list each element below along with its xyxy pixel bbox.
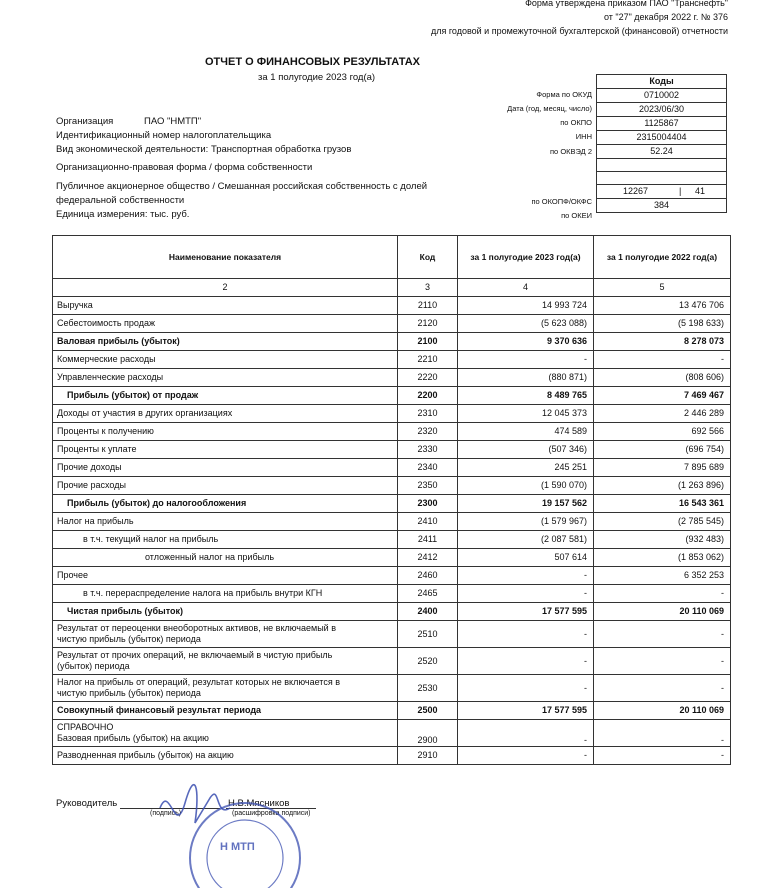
okved-value: 52.24 <box>597 145 726 159</box>
row-name: Доходы от участия в других организациях <box>53 405 398 423</box>
okopf-okfs-value <box>597 185 726 199</box>
name-caption: (расшифровка подписи) <box>232 810 311 817</box>
codes-blank-2 <box>597 172 726 185</box>
table-row <box>53 495 731 513</box>
row-value-2023: (5 623 088) <box>458 315 594 333</box>
head-label: Руководитель <box>56 798 118 809</box>
table-row <box>53 513 731 531</box>
table-row <box>53 720 731 747</box>
taxpayer-id-label: Идентификационный номер налогоплательщика <box>56 130 272 141</box>
row-value-2022: 20 110 069 <box>594 702 731 720</box>
row-value-2022: - <box>594 675 731 702</box>
row-value-2023: - <box>458 621 594 648</box>
row-value-2022: 2 446 289 <box>594 405 731 423</box>
header-period-2023: за 1 полугодие 2023 год(а) <box>458 236 594 279</box>
row-code: 2410 <box>398 513 458 531</box>
head-name: Н.В.Мясников <box>228 798 290 809</box>
row-name-line-2: чистую прибыль (убыток) периода <box>57 688 201 698</box>
row-value-2023: 474 589 <box>458 423 594 441</box>
report-title: ОТЧЕТ О ФИНАНСОВЫХ РЕЗУЛЬТАТАХ <box>205 56 420 68</box>
header-code: Код <box>398 236 458 279</box>
row-value-2023: - <box>458 720 594 747</box>
row-value-2023: 245 251 <box>458 459 594 477</box>
report-period: за 1 полугодие 2023 год(а) <box>258 72 376 83</box>
table-row <box>53 369 731 387</box>
table-row <box>53 315 731 333</box>
row-code: 2340 <box>398 459 458 477</box>
row-value-2022: 6 352 253 <box>594 567 731 585</box>
row-code: 2411 <box>398 531 458 549</box>
row-name-line-1: Налог на прибыль от операций, результат которых не включается в <box>57 677 340 687</box>
row-code: 2465 <box>398 585 458 603</box>
table-row <box>53 387 731 405</box>
row-code: 2100 <box>398 333 458 351</box>
form-approval-note: Форма утверждена приказом ПАО "Транснефть" <box>525 0 728 8</box>
table-row <box>53 531 731 549</box>
row-code: 2200 <box>398 387 458 405</box>
activity-type: Вид экономической деятельности: Транспортная обработка грузов <box>56 144 352 155</box>
row-name: Выручка <box>53 297 398 315</box>
row-code: 2300 <box>398 495 458 513</box>
table-row <box>53 351 731 369</box>
row-value-2022: 13 476 706 <box>594 297 731 315</box>
row-name: Разводненная прибыль (убыток) на акцию <box>53 747 398 765</box>
row-code: 2520 <box>398 648 458 675</box>
row-value-2022: - <box>594 648 731 675</box>
row-value-2023: - <box>458 675 594 702</box>
table-header-row <box>53 236 731 279</box>
row-value-2022: 8 278 073 <box>594 333 731 351</box>
row-name: Валовая прибыль (убыток) <box>53 333 398 351</box>
row-value-2023: 14 993 724 <box>458 297 594 315</box>
org-label: Организация <box>56 116 114 127</box>
row-value-2023: - <box>458 567 594 585</box>
row-name: Прибыль (убыток) до налогообложения <box>53 495 398 513</box>
financial-results-table <box>52 235 731 765</box>
row-value-2023: 19 157 562 <box>458 495 594 513</box>
col-number: 5 <box>594 279 731 297</box>
row-code: 2500 <box>398 702 458 720</box>
row-code: 2900 <box>398 720 458 747</box>
row-value-2022: 7 895 689 <box>594 459 731 477</box>
row-name <box>53 720 398 747</box>
row-value-2022: (2 785 545) <box>594 513 731 531</box>
inn-value: 2315004404 <box>597 131 726 145</box>
row-value-2023: - <box>458 648 594 675</box>
row-value-2023: 17 577 595 <box>458 702 594 720</box>
signature-caption: (подпись) <box>150 810 182 817</box>
row-value-2023: (880 871) <box>458 369 594 387</box>
row-name-line-2: (убыток) периода <box>57 661 130 671</box>
date-label: Дата (год, месяц, число) <box>507 104 592 113</box>
row-value-2023: 12 045 373 <box>458 405 594 423</box>
okei-label: по ОКЕИ <box>561 211 592 220</box>
row-name: Управленческие расходы <box>53 369 398 387</box>
col-number: 3 <box>398 279 458 297</box>
okpo-label: по ОКПО <box>560 118 592 127</box>
row-name: Прибыль (убыток) от продаж <box>53 387 398 405</box>
table-row <box>53 333 731 351</box>
row-value-2023: 17 577 595 <box>458 603 594 621</box>
row-value-2023: (507 346) <box>458 441 594 459</box>
row-code: 2910 <box>398 747 458 765</box>
row-value-2022: 692 566 <box>594 423 731 441</box>
row-code: 2530 <box>398 675 458 702</box>
table-row <box>53 747 731 765</box>
unit-of-measure: Единица измерения: тыс. руб. <box>56 209 190 220</box>
row-code: 2120 <box>398 315 458 333</box>
row-code: 2310 <box>398 405 458 423</box>
row-name: Чистая прибыль (убыток) <box>53 603 398 621</box>
okved-label: по ОКВЭД 2 <box>550 147 592 156</box>
legal-form-label: Организационно-правовая форма / форма собственности <box>56 162 313 173</box>
column-number-row <box>53 279 731 297</box>
date-value: 2023/06/30 <box>597 103 726 117</box>
table-row <box>53 603 731 621</box>
table-row <box>53 459 731 477</box>
row-name <box>53 675 398 702</box>
row-code: 2400 <box>398 603 458 621</box>
inn-label: ИНН <box>575 132 592 141</box>
form-approval-date: от "27" декабря 2022 г. № 376 <box>603 12 728 22</box>
table-row <box>53 702 731 720</box>
okopf-label: по ОКОПФ/ОКФС <box>531 197 592 206</box>
table-row <box>53 423 731 441</box>
codes-heading: Коды <box>597 75 726 89</box>
row-value-2022: (1 853 062) <box>594 549 731 567</box>
row-code: 2412 <box>398 549 458 567</box>
row-value-2023: (1 590 070) <box>458 477 594 495</box>
row-value-2023: - <box>458 585 594 603</box>
header-indicator: Наименование показателя <box>53 236 398 279</box>
okopf-separator: | <box>679 186 682 196</box>
table-row <box>53 585 731 603</box>
row-value-2022: (808 606) <box>594 369 731 387</box>
codes-box <box>596 74 727 213</box>
row-value-2022: - <box>594 747 731 765</box>
row-name: Проценты к получению <box>53 423 398 441</box>
row-value-2022: 20 110 069 <box>594 603 731 621</box>
table-row <box>53 648 731 675</box>
okfs-value: 41 <box>695 186 706 196</box>
row-value-2023: - <box>458 747 594 765</box>
svg-text:Н МТП: Н МТП <box>220 841 255 853</box>
row-value-2023: - <box>458 351 594 369</box>
table-row <box>53 567 731 585</box>
row-name <box>53 621 398 648</box>
table-row <box>53 297 731 315</box>
row-code: 2110 <box>398 297 458 315</box>
row-code: 2220 <box>398 369 458 387</box>
row-value-2023: 507 614 <box>458 549 594 567</box>
company-stamp <box>150 778 310 888</box>
row-code: 2350 <box>398 477 458 495</box>
row-value-2023: 8 489 765 <box>458 387 594 405</box>
row-value-2022: (5 198 633) <box>594 315 731 333</box>
form-approval-scope: для годовой и промежуточной бухгалтерской (финансовой) отчетности <box>430 26 728 36</box>
row-name-line-1: СПРАВОЧНО <box>57 722 114 732</box>
okpo-value: 1125867 <box>597 117 726 131</box>
row-value-2022: (1 263 896) <box>594 477 731 495</box>
header-period-2022: за 1 полугодие 2022 год(а) <box>594 236 731 279</box>
table-row <box>53 477 731 495</box>
okud-value: 0710002 <box>597 89 726 103</box>
row-code: 2320 <box>398 423 458 441</box>
row-name-line-2: Базовая прибыль (убыток) на акцию <box>57 733 209 743</box>
row-name: Налог на прибыль <box>53 513 398 531</box>
col-number: 4 <box>458 279 594 297</box>
row-name: Себестоимость продаж <box>53 315 398 333</box>
table-row <box>53 621 731 648</box>
row-value-2022: - <box>594 351 731 369</box>
row-value-2022: 7 469 467 <box>594 387 731 405</box>
row-name: Совокупный финансовый результат периода <box>53 702 398 720</box>
row-value-2022: (696 754) <box>594 441 731 459</box>
row-name-line-1: Результат от переоценки внеоборотных активов, не включаемый в <box>57 623 336 633</box>
okopf-value: 12267 <box>623 186 649 196</box>
row-name: Прочее <box>53 567 398 585</box>
row-name: в т.ч. перераспределение налога на прибыль внутри КГН <box>53 585 398 603</box>
row-code: 2460 <box>398 567 458 585</box>
row-value-2023: (1 579 967) <box>458 513 594 531</box>
row-code: 2330 <box>398 441 458 459</box>
org-name: ПАО "НМТП" <box>144 116 202 127</box>
legal-form-value-1: Публичное акционерное общество / Смешанная российская собственность с долей <box>56 181 428 192</box>
col-number: 2 <box>53 279 398 297</box>
row-name: Проценты к уплате <box>53 441 398 459</box>
row-value-2022: - <box>594 585 731 603</box>
row-name-line-1: Результат от прочих операций, не включаемый в чистую прибыль <box>57 650 333 660</box>
table-row <box>53 441 731 459</box>
row-code: 2510 <box>398 621 458 648</box>
table-row <box>53 675 731 702</box>
okei-value: 384 <box>653 200 670 210</box>
row-name: отложенный налог на прибыль <box>53 549 398 567</box>
row-name: Прочие расходы <box>53 477 398 495</box>
row-name-line-2: чистую прибыль (убыток) периода <box>57 634 201 644</box>
row-name: в т.ч. текущий налог на прибыль <box>53 531 398 549</box>
row-value-2022: (932 483) <box>594 531 731 549</box>
row-value-2023: 9 370 636 <box>458 333 594 351</box>
row-name: Коммерческие расходы <box>53 351 398 369</box>
table-row <box>53 549 731 567</box>
table-row <box>53 405 731 423</box>
row-value-2022: - <box>594 720 731 747</box>
row-value-2022: - <box>594 621 731 648</box>
okud-label: Форма по ОКУД <box>536 90 592 99</box>
legal-form-value-2: федеральной собственности <box>56 195 185 206</box>
row-name: Прочие доходы <box>53 459 398 477</box>
codes-blank <box>597 159 726 172</box>
row-value-2022: 16 543 361 <box>594 495 731 513</box>
row-name <box>53 648 398 675</box>
row-value-2023: (2 087 581) <box>458 531 594 549</box>
row-code: 2210 <box>398 351 458 369</box>
